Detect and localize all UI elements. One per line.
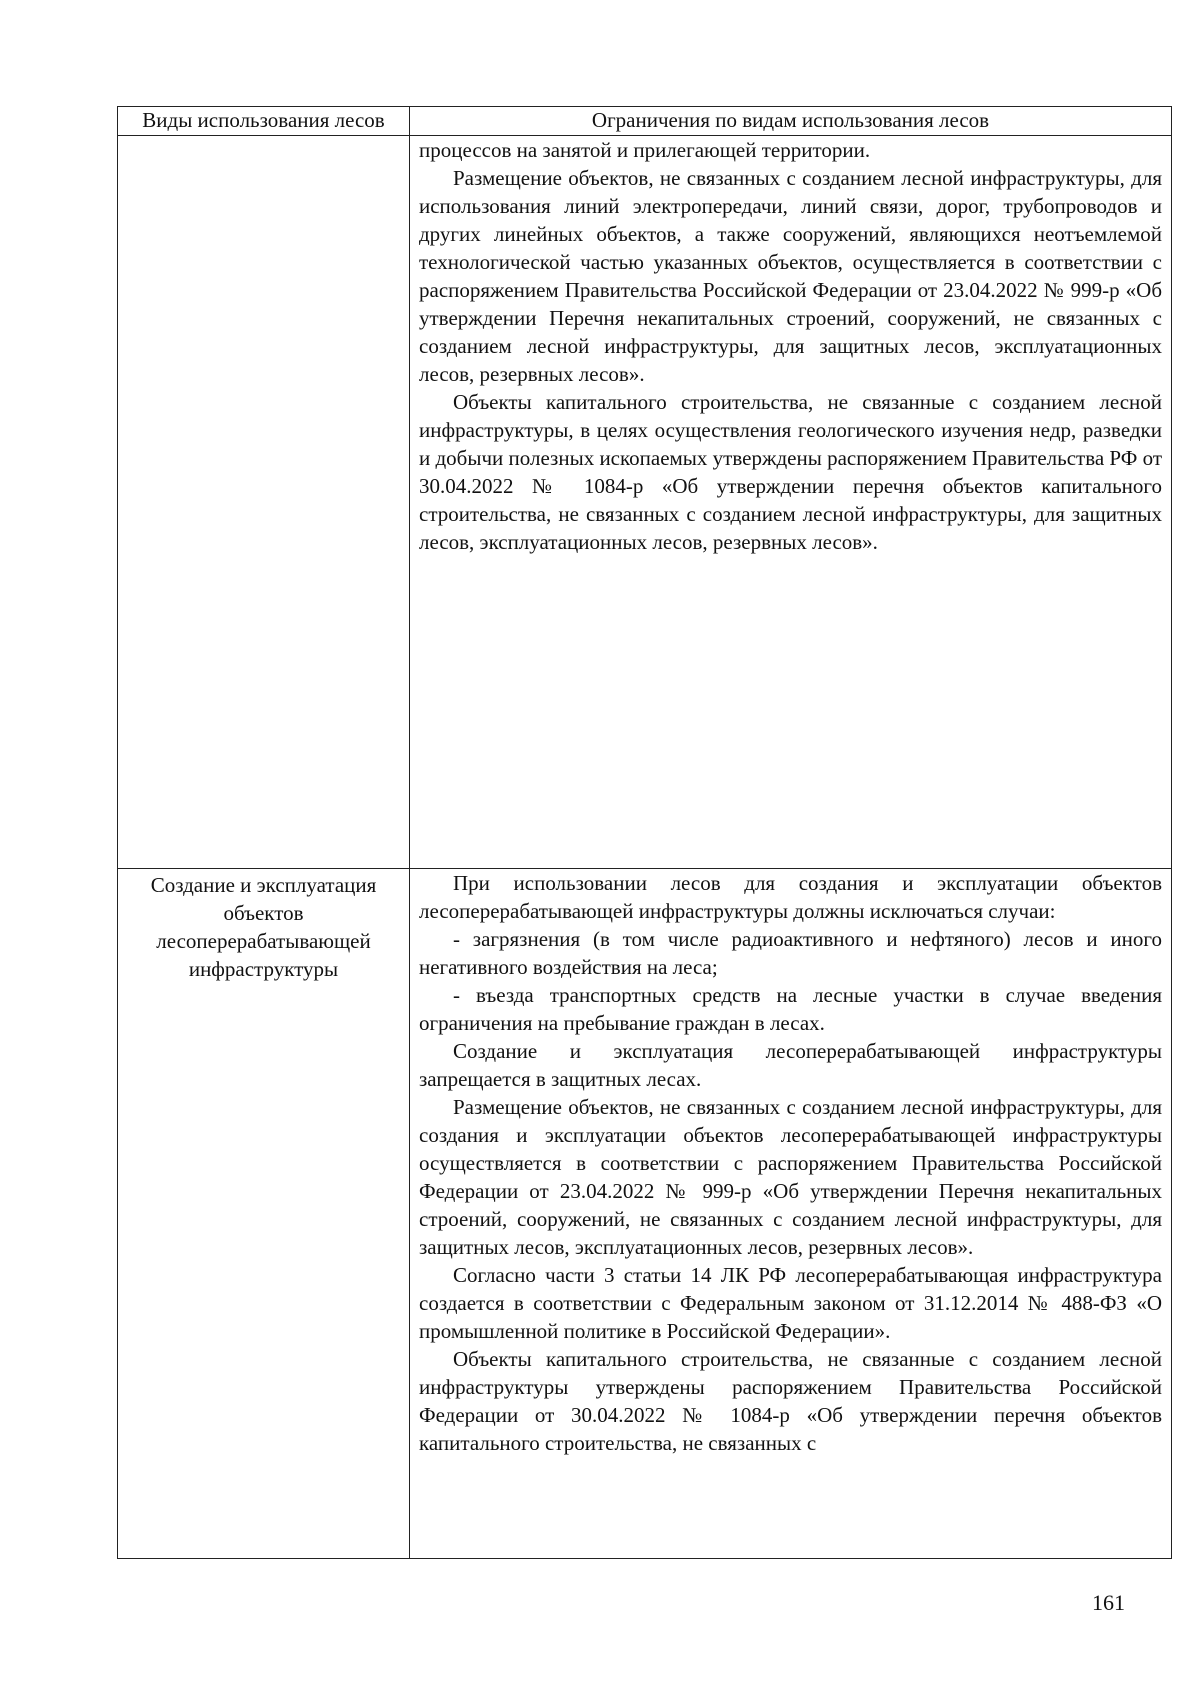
restrictions-table (117, 106, 1172, 1559)
restriction-paragraph: Объекты капитального строительства, не связанные с созданием лесной инфраструктуры утверждены распоряжением Правительства Российской Федерации от 30.04.2022 № 1084-р «Об утверждении перечня объектов капитального строительства, не связанных с (419, 1347, 1162, 1455)
page-number: 161 (1092, 1590, 1125, 1615)
header-restrictions: Ограничения по видам использования лесов (410, 107, 1172, 136)
table-row (118, 869, 1172, 1559)
restrictions-cell (410, 869, 1172, 1559)
restriction-paragraph: процессов на занятой и прилегающей территории. (419, 138, 871, 162)
restriction-paragraph: Создание и эксплуатация лесоперерабатывающей инфраструктуры запрещается в защитных лесах. (419, 1039, 1162, 1091)
use-type-label: Создание и эксплуатация объектов лесоперерабатывающей инфраструктуры (150, 873, 377, 981)
use-type-cell (118, 869, 410, 1559)
restriction-paragraph: Объекты капитального строительства, не связанные с созданием лесной инфраструктуры, в целях осуществления геологического изучения недр, разведки и добычи полезных ископаемых утверждены распоряжением Правительства РФ от 30.04.2022 № 1084-р «Об утверждении перечня объектов капитального строительства, не связанных с созданием лесной инфраструктуры, для защитных лесов, эксплуатационных лесов, резервных лесов». (419, 390, 1162, 554)
header-forest-use-types: Виды использования лесов (118, 107, 410, 136)
use-type-label (127, 136, 400, 138)
table-header-row (118, 107, 1172, 136)
restriction-paragraph: Размещение объектов, не связанных с созданием лесной инфраструктуры, для использования линий электропередачи, линий связи, дорог, трубопроводов и других линейных объектов, а также сооружений, являющихся неотъемлемой технологической частью указанных объектов, осуществляется в соответствии с распоряжением Правительства Российской Федерации от 23.04.2022 № 999-р «Об утверждении Перечня некапитальных строений, сооружений, не связанных с созданием лесной инфраструктуры, для защитных лесов, эксплуатационных лесов, резервных лесов». (419, 166, 1162, 386)
restrictions-cell (410, 136, 1172, 869)
restriction-paragraph: Согласно части 3 статьи 14 ЛК РФ лесоперерабатывающая инфраструктура создается в соответствии с Федеральным законом от 31.12.2014 № 488-ФЗ «О промышленной политике в Российской Федерации». (419, 1263, 1162, 1343)
restriction-paragraph: При использовании лесов для создания и эксплуатации объектов лесоперерабатывающей инфраструктуры должны исключаться случаи: (419, 871, 1162, 923)
restriction-paragraph: - въезда транспортных средств на лесные участки в случае введения ограничения на пребывание граждан в лесах. (419, 983, 1162, 1035)
restriction-paragraph: - загрязнения (в том числе радиоактивного и нефтяного) лесов и иного негативного воздействия на леса; (419, 927, 1162, 979)
use-type-cell (118, 136, 410, 869)
table-row (118, 136, 1172, 869)
restriction-paragraph: Размещение объектов, не связанных с созданием лесной инфраструктуры, для создания и эксплуатации объектов лесоперерабатывающей инфраструктуры осуществляется в соответствии с распоряжением Правительства Российской Федерации от 23.04.2022 № 999-р «Об утверждении Перечня некапитальных строений, сооружений, не связанных с созданием лесной инфраструктуры, для защитных лесов, эксплуатационных лесов, резервных лесов». (419, 1095, 1162, 1259)
